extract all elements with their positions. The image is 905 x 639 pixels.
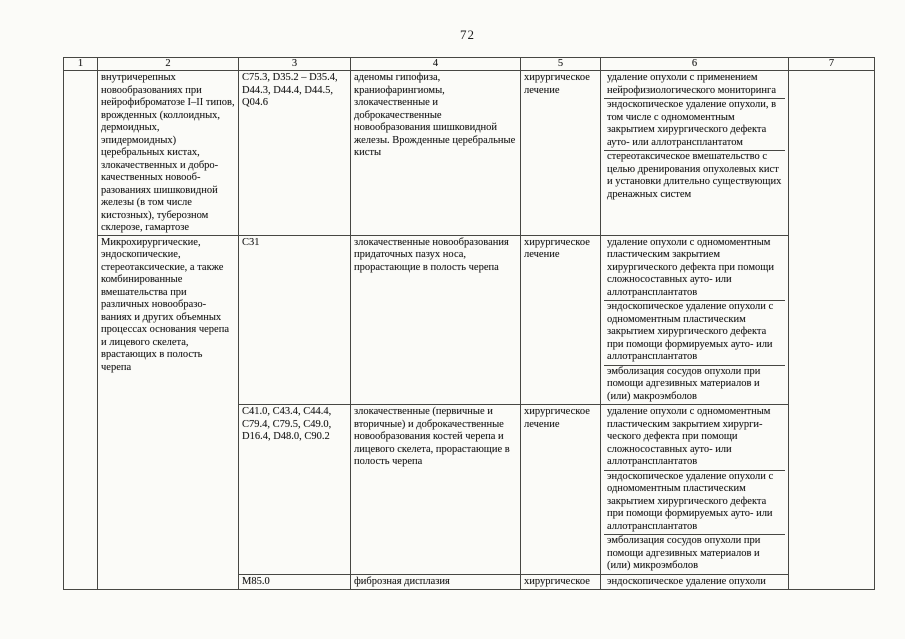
table-header-row [64, 58, 875, 71]
cell-diagnosis: злокачественные новообразования придаточных пазух носа, прорастающие в полость черепа [351, 235, 521, 405]
header-col-6: 6 [601, 58, 789, 71]
cell-col7-empty [789, 71, 875, 590]
procedure-item: стереотаксическое вмешательство с целью дренирования опухолевых кист и установки длительно существующих дренажных систем [607, 151, 782, 200]
cell-treatment-method: хирургическое лечение [521, 235, 601, 405]
cell-treatment-types [601, 71, 789, 236]
cell-icd-codes: С31 [239, 235, 351, 405]
cell-icd-codes: C41.0, C43.4, C44.4, C79.4, C79.5, C49.0, D16.4, D48.0, C90.2 [239, 405, 351, 575]
cell-treatment-types [601, 574, 789, 590]
table-row [64, 71, 875, 236]
header-col-1: 1 [64, 58, 98, 71]
header-col-7: 7 [789, 58, 875, 71]
procedure-item: эмболизация сосудов опухоли при помощи адгезивных материалов и (или) микроэмболов [607, 535, 761, 571]
cell-col1-empty [64, 71, 98, 590]
header-col-5: 5 [521, 58, 601, 71]
header-col-4: 4 [351, 58, 521, 71]
procedure-item: эмболизация сосудов опухоли при помощи адгезивных материалов и (или) макроэмболов [607, 365, 761, 402]
procedure-item: удаление опухоли с одномоментным пластическим закрытием хирургического дефекта при помощи сложносоставных ауто- или аллотрансплантатов [604, 237, 785, 302]
procedure-item: эндоскопическое удаление опухоли, в том числе с одномоментным закрытием хирургического дефекта ауто- или аллотрансплантатом [604, 99, 785, 151]
header-col-3: 3 [239, 58, 351, 71]
cell-treatment-types [601, 405, 789, 575]
medical-care-table [63, 57, 875, 590]
procedure-item: эндоскопическое удаление опухоли с одномоментным пластическим закрытием хирургического дефекта при помощи формируемых ауто- или аллотрансплантатов [604, 301, 785, 366]
header-col-2: 2 [98, 58, 239, 71]
procedure-item: удаление опухоли с применением нейрофизиологического мониторинга [604, 72, 785, 99]
cell-treatment-method: хирургическое [521, 574, 601, 590]
cell-icd-codes: С75.3, D35.2 – D35.4, D44.3, D44.4, D44.5, Q04.6 [239, 71, 351, 236]
page-number: 72 [460, 27, 475, 42]
cell-disease-group: внутричерепных новообразованиях при нейрофиброматозе I–II типов, врожденных (коллоидных, дермоидных, эпидермоидных) церебральных кистах, злокачественных и добро-качественных новооб-разованиях шишковидной железы (в том числе кистозных), туберозном склерозе, гамартозе [98, 71, 239, 236]
cell-diagnosis: фиброзная дисплазия [351, 574, 521, 590]
cell-treatment-types [601, 235, 789, 405]
procedure-item: эндоскопическое удаление опухоли [607, 575, 766, 587]
cell-treatment-method: хирургическое лечение [521, 405, 601, 575]
procedure-item: удаление опухоли с одномоментным пластическим закрытием хирурги-ческого дефекта при помощи сложносоставных ауто- или аллотрансплантатов [604, 406, 785, 471]
table-row [64, 235, 875, 405]
cell-diagnosis: злокачественные (первичные и вторичные) и доброкачественные новообразования костей черепа и лицевого скелета, прорастающие в полость черепа [351, 405, 521, 575]
cell-icd-codes: М85.0 [239, 574, 351, 590]
cell-treatment-method: хирургическое лечение [521, 71, 601, 236]
cell-disease-group: Микрохирургические, эндоскопические, стереотаксические, а также комбинированные вмешательства при различных новообразо-ваниях и других объемных процессах основания черепа и лицевого скелета, врастающих в полость черепа [98, 235, 239, 590]
cell-diagnosis: аденомы гипофиза, краниофарингиомы, злокачественные и доброкачественные новообразования шишковидной железы. Врожденные церебральные кисты [351, 71, 521, 236]
procedure-item: эндоскопическое удаление опухоли с одномоментным пластическим закрытием хирургического дефекта при помощи формируемых ауто- или аллотрансплантатов [604, 471, 785, 536]
